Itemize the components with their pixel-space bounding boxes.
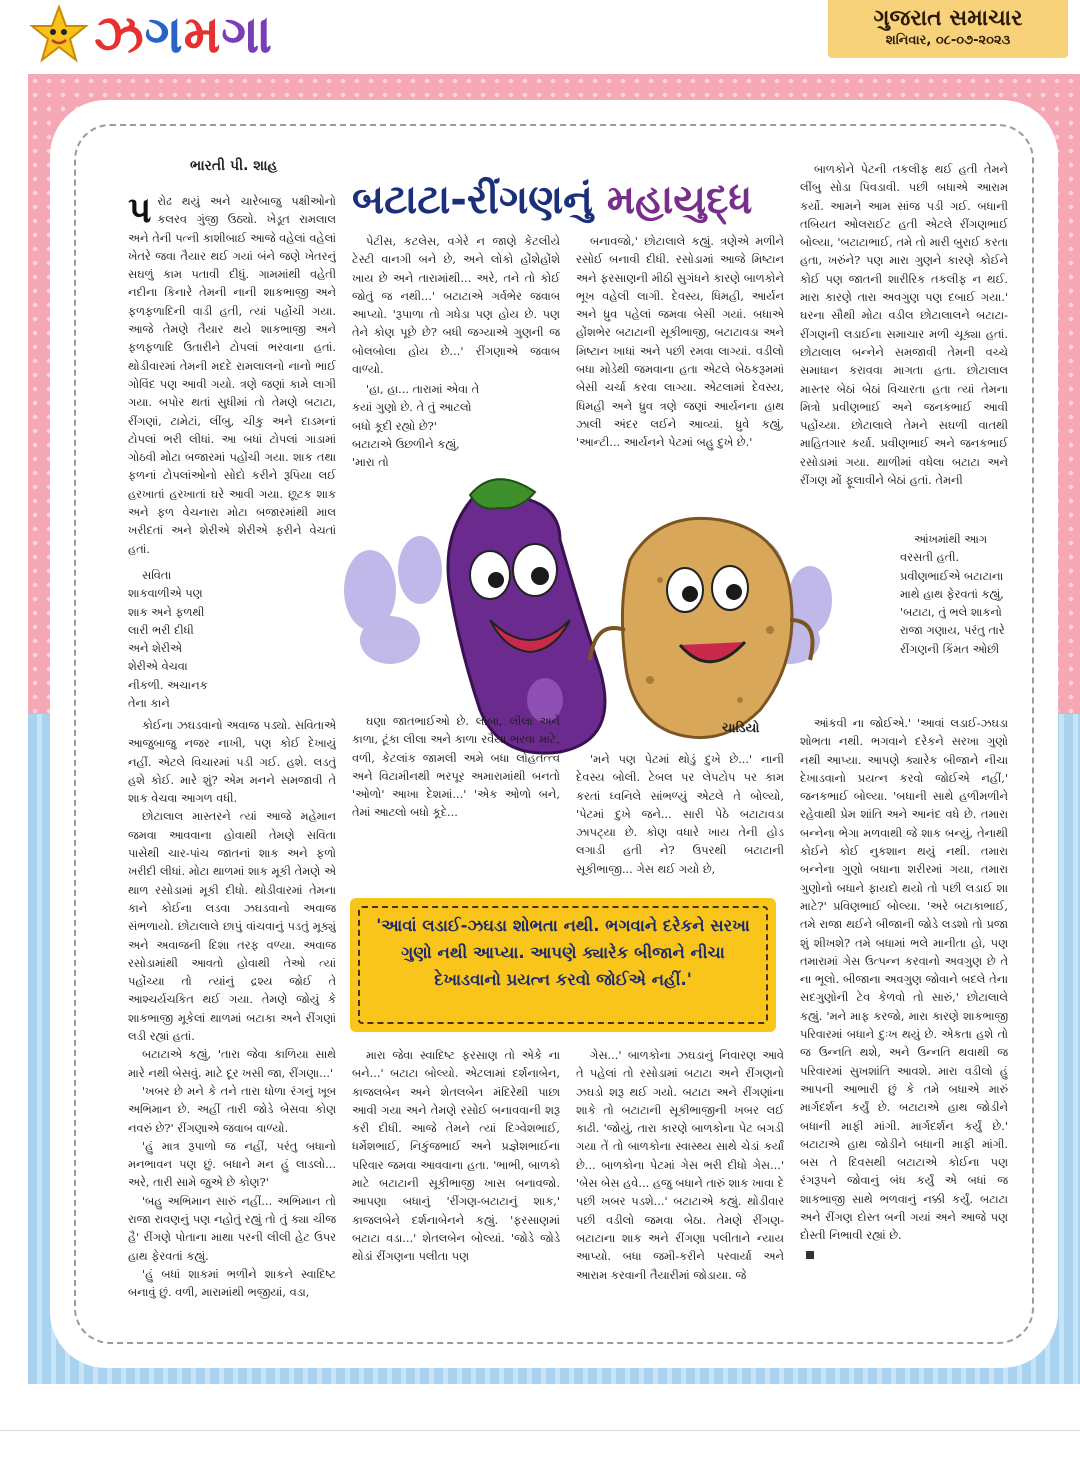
pull-quote-text: 'આવાં લડાઈ-ઝઘડા શોભતા નથી. ભગવાને દરેકને સરખા ગુણો નથી આપ્યા. આપણે ક્યારેક બીજાને નીચા દેખાડવાનો પ્રયત્ન કરવો જોઈએ નહીં.' [376, 916, 750, 989]
column-1-narrow: સવિતા શાકવાળીએ પણ શાક અને ફળથી લારી ભરી દીધી અને શેરીએ શેરીએ વેચવા નીકળી. અચાનક તેના કાને [128, 568, 208, 711]
newspaper-masthead [828, 0, 1068, 58]
newspaper-name: ગુજરાત સમાચાર [873, 6, 1023, 31]
magazine-logo: ઝગમગ [94, 5, 273, 65]
column-4-mid: આંકવી ના જોઈએ.' 'આવાં લડાઈ-ઝઘડા શોભતા નથી. ભગવાને દરેકને સરખા ગુણો નથી આપ્યા. આપણે ક્યારેક બીજાને નીચા દેખાડવાનો પ્રયત્ન કરવો જોઈએ નહીં,' જનકભાઈ બોલ્યા. 'બધાની સાથે હળીમળીને રહેવાથી પ્રેમ શાંતિ અને આનંદ વધે છે. તમારા બન્નેના ભેગા મળવાથી જે શાક બન્યું, તેનાથી કોઈને કોઈ નુકશાન થયું નથી. તમારા બન્નેના ગુણો બધાના શરીરમાં ગયા, તમારા ગુણોનો બધાને ફાયદો થયો તો પછી લડાઈ શા માટે?' પ્રવિણભાઈ બોલ્યા. 'અરે બટાકાભાઈ, તમે રાજા થઈને બીજાની જોડે લડશો તો પ્રજા શું શીખશે? તમે બધામાં ભલે માનીતા હો, પણ તમારામાં ગેસ ઉત્પન્ન કરવાનો અવગુણ છે તે ના ભૂલો. બીજાના અવગુણ જોવાને બદલે તેના સદગુણોની ટેવ કેળવો તો સારું,' છોટાલાલે કહ્યું. 'મને માફ કરજો, મારા કારણે શાકભાજી પરિવારમાં બધાને દુઃખ થયું છે. એકતા હશે તો જ ઉન્નતિ થશે, અને ઉન્નતિ થવાથી જ પરિવારમાં સુખશાંતિ આવશે. મારા વડીલો હું આપની આભારી છું કે તમે બધાએ મારું માર્ગદર્શન કર્યું છે. બટાટાએ હાથ જોડીને બધાની માફી માંગી. માર્ગદર્શન કર્યું છે.' બટાટાએ હાથ જોડીને બધાની માફી માંગી. બસ તે દિવસથી બટાટાએ કોઈના પણ રંગરૂપને જોવાનું બંધ કર્યું એ બધાં જ શાકભાજી સાથે ભળવાનું નક્કી કર્યું. બટાટા અને રીંગણ દોસ્ત બની ગયાં અને આજે પણ દોસ્તી નિભાવી રહ્યાં છે. [800, 714, 1008, 1290]
column-2-narrow: 'હા, હા... તારામાં એવા તે કયાં ગુણો છે. તે તું આટલો બધો કૂદી રહ્યો છે?' બટાટાએ ઉછળીને કહ્યું, 'મારા તો [352, 382, 480, 470]
issue-date: શનિવાર, ૦૮-૦૭-૨૦૨૩ [885, 33, 1011, 48]
column-2-top: પેટીસ, કટલેસ, વગેરે ન જાણે કેટલીયે ટેસ્ટી વાનગી બને છે, અને લોકો હોંશેહોંશે ખાય છે અને તારામાંથી... અરે, તને તો કોઈ જોતું જ નથી...' બટાટાએ ગર્વભેર જવાબ આપ્યો. 'રૂપાળા તો ગધેડા પણ હોય છે. પણ તેને કોણ પૂછે છે? બધી જગ્યાએ ગુણની જ બોલબોલા હોય છે...' રીંગણાએ જવાબ વાળ્યો. [352, 234, 560, 377]
potato-character [590, 518, 813, 737]
column-3-top: બનાવજો,' છોટાલાલે કહ્યું. ત્રણેએ મળીને રસોઈ બનાવી દીધી. રસોડામાં આજે મિષ્ટાન અને ફરસાણની મીઠી સુગંધને કારણે બાળકોને ભૂખ વહેલી લાગી. દેવસ્ય, ધિમહી, આર્યન અને ધ્રુવ પહેલાં જમવા બેસી ગયાં. બધાએ હોંશભેર બટાટાની સૂકીભાજી, બટાટાવડા અને મિષ્ટાન ખાધાં અને પછી રમવા લાગ્યાં. વડીલો બધા મોડેથી જમવાના હતા એટલે બેઠકરૂમમાં બેસી ચર્ચા કરવા લાગ્યા. એટલામાં દેવસ્ય, ધિમહી અને ધ્રુવ ત્રણે જણાં આર્યનના હાથ ઝાલી અંદર લઈને આવ્યાં. ધ્રુવે કહ્યું, 'આન્ટી... આર્યનને પેટમાં બહુ દુખે છે.' [576, 234, 784, 450]
page-bottom-rule [0, 1430, 1080, 1431]
column-1-rest: કોઈના ઝઘડવાનો અવાજ પડ્યો. સવિતાએ આજુબાજુ નજર નાખી, પણ કોઈ દેખાયું નહીં. એટલે વિચારમાં પડી ગઈ. હશે. લડતું હશે કોઈ. મારે શું? એમ મનને સમજાવી તે શાક વેચવા આગળ વધી. છોટાલાલ માસ્તરને ત્યાં આજે મહેમાન જમવા આવવાના હોવાથી તેમણે સવિતા પાસેથી ચાર-પાંચ જાતનાં શાક અને ફળો ખરીદી લીધાં. મોટા થાળમાં શાક મૂકી તેમણે એ થાળ રસોડામાં મૂકી દીધો. થોડીવારમાં તેમના કાને કોઈના લડવા ઝઘડવાનો અવાજ સંભળાયો. છોટાલાલે છાપું વાંચવાનું પડતું મૂક્યું અને અવાજની દિશા તરફ વળ્યા. અવાજ રસોડામાંથી આવતો હોવાથી તેઓ ત્યાં પહોંચ્યા તો ત્યાંનું દ્રશ્ય જોઈ તે આશ્ચર્યચકિત થઈ ગયા. તેમણે જોયું કે શાકભાજી મૂકેલાં થાળમાં બટાકા અને રીંગણાં લડી રહ્યાં હતાં. બટાટાએ કહ્યું, 'તારા જેવા કાળિયા સાથે મારે નથી બેસવું. માટે દૂર ખસી જા, રીંગણા...' 'ખબર છે મને કે તને તારા ધોળા રંગનું ખૂબ અભિમાન છે. અહીં તારી જોડે બેસવા કોણ નવરું છે?' રીંગણાએ જવાબ વાળ્યો. 'હું માત્ર રૂપાળો જ નહીં, પરંતુ બધાનો મનભાવન પણ છું. બધાને મન હું લાડલો... અરે, તારી સામે જુએ છે કોણ?' 'બહુ અભિમાન સારું નહીં... અભિમાન તો રાજા રાવણનું પણ નહોતું રહ્યું તો તું ક્યા ચીજ હૈ' રીંગણે પોતાના માથા પરની લીલી હેટ ઉપર હાથ ફેરવતાં કહ્યું. 'હું બધાં શાકમાં ભળીને શાકને સ્વાદિષ્ટ બનાવું છું. વળી, મારામાંથી ભજીયાં, વડા, [128, 718, 336, 1300]
column-2-mid: ઘણા જાતભાઈઓ છે. લાંબા, લીલા અને કાળા, ટૂંકા લીલા અને કાળા રવૈયા ભરવા માટે, વળી, કેટલાંક જામલી અમે બધા લોહતત્ત્વ અને વિટામીનથી ભરપૂર અમારામાંથી બનતો 'ઓળો' આખા દેશમાં...' 'એક ઓળો બને, તેમાં આટલો બધો કૂદે... [352, 714, 560, 820]
header [0, 0, 1080, 72]
column-2-bottom: મારા જેવા સ્વાદિષ્ટ ફરસાણ તો એકે ના બને...' બટાટા બોલ્યો. એટલામાં દર્શનાબેન, કાજલબેન અને શેતલબેન મંદિરેથી પાછા આવી ગયા અને તેમણે રસોઈ બનાવવાની શરૂ કરી દીધી. આજે તેમને ત્યાં દિગ્વેશભાઈ, ધર્મેશભાઈ, નિકુંજભાઈ અને પ્રજ્ઞેશભાઈના પરિવાર જમવા આવવાના હતા. 'ભાભી, બાળકો માટે બટાટાની સૂકીભાજી ખાસ બનાવજો. આપણા બધાનું 'રીંગણ-બટાટાનું શાક,' કાજલબેને દર્શનાબેનને કહ્યું. 'ફરસાણમાં બટાટા વડા...' શેતલબેન બોલ્યાં. 'જોડે જોડે થોડાં રીંગણના પલીતા પણ [352, 1048, 560, 1264]
column-3-mid: 'મને પણ પેટમાં થોડું દુખે છે...' નાની દેવસ્ય બોલી. ટેબલ પર લેપટોપ પર કામ કરતાં ધ્વનિલે સાંભળ્યું એટલે તે બોલ્યો, 'પેટમાં દુખે જને... સારી પેઠે બટાટાવડા ઝાપટ્યા છે. કોણ વધારે ખાય તેની હોડ લગાડી હતી ને? ઉપરથી બટાટાની સૂકીભાજી... ગેસ થઈ ગયો છે, [576, 752, 784, 876]
article-headline: બટાટા-રીંગણનું મહાયુદ્ધ [352, 177, 753, 223]
artist-signature: ચાડિયો [722, 721, 760, 736]
column-4-top: બાળકોને પેટની તકલીફ થઈ હતી તેમને લીંબુ સોડા પિવડાવી. પછી બધાએ આરામ કર્યો. આમને આમ સાંજ પડી ગઈ. બધાની તબિયત ઓલરાઈટ હતી એટલે રીંગણભાઈ બોલ્યા, 'બટાટાભાઈ, તમે તો મારી બુરાઈ કરતા હતા, ખરુંને? પણ મારા ગુણને કારણે કોઈને કોઈ પણ જાતની શારીરિક તકલીફ ન થઈ. મારા કારણે તારા અવગુણ પણ દબાઈ ગયા.' ઘરના સૌથી મોટા વડીલ છોટાલાલને બટાટા-રીંગણની લડાઈના સમાચાર મળી ચૂક્યા હતાં. છોટાલાલ બન્નેને સમજાવી તેમની વચ્ચે સમાધાન કરાવવા માગતા હતા. છોટાલાલ માસ્તર બેઠાં બેઠાં વિચારતા હતા ત્યાં તેમના મિત્રો પ્રવીણભાઈ અને જનકભાઈ આવી પહોંચ્યા. છોટાલાલે તેમને સઘળી વાતથી માહિતગાર કર્યા. પ્રવીણભાઈ અને જનકભાઈ રસોડામાં ગયા. થાળીમાં વધેલા બટાટા અને રીંગણ મોં ફૂલાવીને બેઠાં હતાં. તેમની [800, 162, 1008, 488]
pull-quote-box [350, 898, 776, 1032]
end-of-article-mark [806, 1251, 814, 1259]
author-byline: ભારતી પી. શાહ [190, 158, 278, 174]
drop-cap: પ [128, 192, 152, 231]
column-4-narrow: આંખમાંથી આગ વરસતી હતી. પ્રવીણભાઈએ બટાટાના માથે હાથ ફેરવતાં કહ્યું, 'બટાટા, તું ભલે શાકનો રાજા ગણાય, પરંતુ તારે રીંગણની કિંમત ઓછી [900, 532, 1005, 656]
column-3-bottom: ગેસ...' બાળકોના ઝઘડાનું નિવારણ આવે તે પહેલાં તો રસોડામાં બટાટા અને રીંગણનો ઝઘડો શરૂ થઈ ગયો. બટાટા અને રીંગણાંના શાકે તો બટાટાની સૂકીભાજીની ખબર લઈ કાઢી. 'જોયું, તારા કારણે બાળકોના પેટ બગડી ગયા તેં તો બાળકોના સ્વાસ્થ્ય સાથે ચેડાં કર્યાં છે... બાળકોના પેટમાં ગેસ ભરી દીધો ગેસ...' 'બેસ બેસ હવે... હજુ બધાને તારું શાક ખાવા દે પછી ખબર પડશે...' બટાટાએ કહ્યું. થોડીવાર પછી વડીલો જમવા બેઠા. તેમણે રીંગણ-બટાટાના શાક અને રીંગણા પલીતાને ન્યાય આપ્યો. બધા જમી-કરીને પરવાર્યા અને આરામ કરવાની તૈયારીમાં જોડાયા. જે [576, 1048, 784, 1282]
column-1-lead: પ રોઢ થયું અને ચારેબાજુ પક્ષીઓનો કલરવ ગુંજી ઉઠ્યો. ખેડૂત રામલાલ અને તેની પત્ની કાશીબાઈ આજે વહેલાં વહેલાં ખેતરે જવા તૈયાર થઈ ગયાં બંને જણે ખેતરનું સઘળું કામ પતાવી દીધું. ગામમાંથી વહેતી નદીના કિનારે તેમની નાની શાકભાજી અને ફળફળાદિની વાડી હતી, ત્યાં પહોંચી ગયા. આજે તેમણે તૈયાર થયે શાકભાજી અને ફળફળાદિ ઉતારીને ટોપલાં ભરવાના હતાં. થોડીવારમાં તેમની મદદે રામલાલનો નાનો ભાઈ ગોવિંદ પણ આવી ગયો. ત્રણે જણાં કામે લાગી ગયા. બપોર થતાં સુધીમાં તો તેમણે બટાટા, રીંગણાં, ટામેટાં, લીંબુ, ચીકુ અને દાડમનાં ટોપલાં ભરી લીધાં. આ બધાં ટોપલાં ગાડામાં ગોઠવી મોટા બજારમાં પહોંચી ગયા. શાક તથા ફળનાં ટોપલાંઓનો સોદો કરીને રૂપિયા લઈ હરખાતાં હરખાતાં ઘરે આવી ગયા. છૂટક શાક અને ફળ વેચનારા મોટા બજારમાંથી માલ ખરીદતાં અને શેરીએ શેરીએ ફરીને વેચતાં હતાં. [128, 192, 336, 556]
star-mascot-icon [28, 4, 90, 66]
